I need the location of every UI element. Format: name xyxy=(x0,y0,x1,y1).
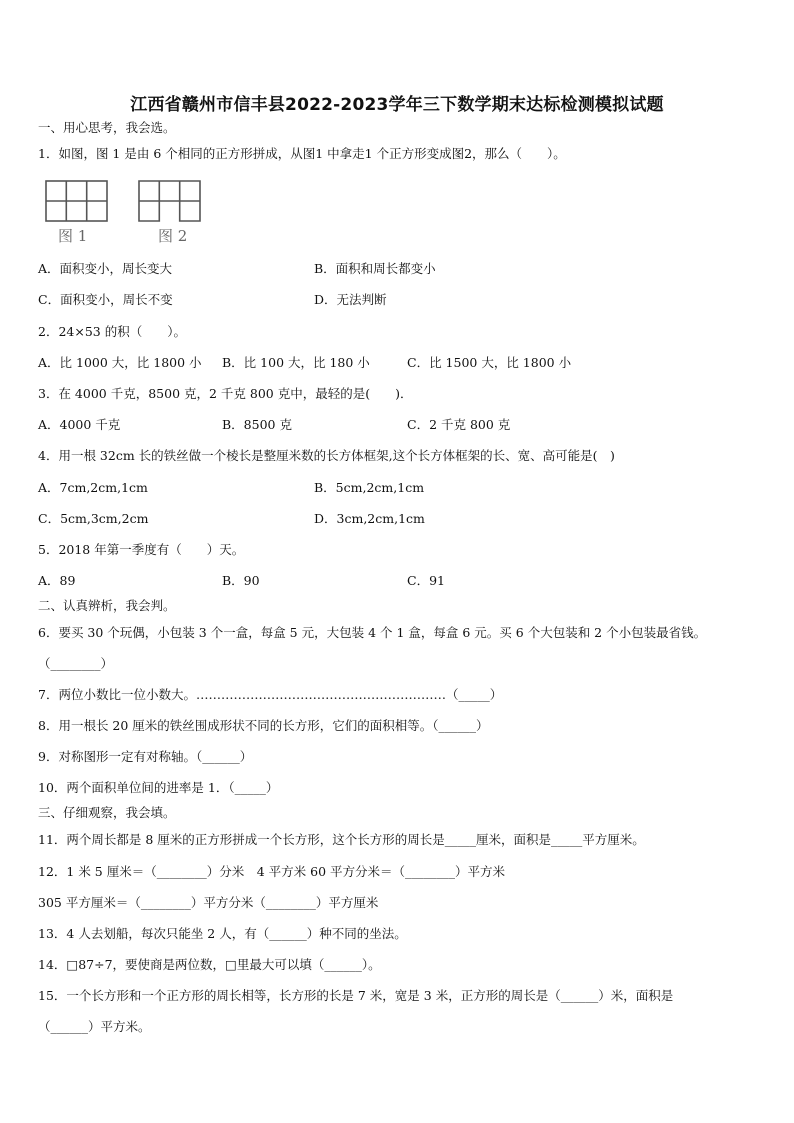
question-15-line-1: 15．一个长方形和一个正方形的周长相等，长方形的长是 7 米，宽是 3 米，正方形的周长是（______）米，面积是 xyxy=(38,988,674,1003)
question-5-option-b: B．90 xyxy=(222,573,260,588)
question-8: 8．用一根长 20 厘米的铁丝围成形状不同的长方形，它们的面积相等。（______） xyxy=(38,718,489,733)
question-2-option-c: C．比 1500 大，比 1800 小 xyxy=(407,355,572,370)
question-4-option-d: D．3cm,2cm,1cm xyxy=(314,511,425,526)
question-3-option-a: A．4000 千克 xyxy=(38,417,121,432)
question-6-stem: 6．要买 30 个玩偶，小包装 3 个一盒，每盒 5 元，大包装 4 个 1 盒，每盒 6 元。买 6 个大包装和 2 个小包装最省钱。 xyxy=(38,625,707,640)
question-15-line-2: （______）平方米。 xyxy=(38,1019,151,1034)
question-1-option-a: A．面积变小，周长变大 xyxy=(38,261,173,276)
figure-2-caption: 图 2 xyxy=(158,227,188,245)
question-1-option-d: D．无法判断 xyxy=(314,292,387,307)
question-1-option-c: C．面积变小，周长不变 xyxy=(38,292,173,307)
question-10: 10．两个面积单位间的进率是 1．（_____） xyxy=(38,780,279,795)
section-heading-1: 一、用心思考，我会选。 xyxy=(38,120,176,135)
page-title: 江西省赣州市信丰县2022-2023学年三下数学期末达标检测模拟试题 xyxy=(130,95,664,115)
question-5-option-c: C．91 xyxy=(407,573,445,588)
question-14: 14．□87÷7，要使商是两位数，□里最大可以填（______）。 xyxy=(38,957,381,972)
question-4-option-c: C．5cm,3cm,2cm xyxy=(38,511,149,526)
question-11: 11．两个周长都是 8 厘米的正方形拼成一个长方形，这个长方形的周长是_____厘米，面积是_____平方厘米。 xyxy=(38,832,645,847)
figure-2-grid xyxy=(138,180,202,222)
question-4-stem: 4．用一根 32cm 长的铁丝做一个棱长是整厘米数的长方体框架,这个长方体框架的长、宽、高可能是( ) xyxy=(38,448,615,463)
question-3-stem: 3．在 4000 千克，8500 克，2 千克 800 克中，最轻的是( )． xyxy=(38,386,413,401)
question-3-option-b: B．8500 克 xyxy=(222,417,292,432)
question-4-option-b: B．5cm,2cm,1cm xyxy=(314,480,425,495)
question-7: 7．两位小数比一位小数大。……………………………………………………（_____） xyxy=(38,687,503,702)
question-3-option-c: C．2 千克 800 克 xyxy=(407,417,511,432)
question-12-line-1: 12．1 米 5 厘米＝（________）分米 4 平方米 60 平方分米＝（________）平方米 xyxy=(38,864,506,879)
question-12-line-2: 305 平方厘米＝（________）平方分米（________）平方厘米 xyxy=(38,895,379,910)
section-heading-2: 二、认真辨析，我会判。 xyxy=(38,598,176,613)
figure-1-grid xyxy=(45,180,109,222)
question-9: 9．对称图形一定有对称轴。（______） xyxy=(38,749,253,764)
question-2-stem: 2．24×53 的积（ ）。 xyxy=(38,324,186,339)
question-4-option-a: A．7cm,2cm,1cm xyxy=(38,480,148,495)
section-heading-3: 三、仔细观察，我会填。 xyxy=(38,805,176,820)
question-5-option-a: A．89 xyxy=(38,573,76,588)
question-2-option-b: B．比 100 大，比 180 小 xyxy=(222,355,370,370)
question-13: 13．4 人去划船，每次只能坐 2 人，有（______）种不同的坐法。 xyxy=(38,926,407,941)
question-2-option-a: A．比 1000 大，比 1800 小 xyxy=(38,355,202,370)
question-1-stem: 1．如图，图 1 是由 6 个相同的正方形拼成，从图1 中拿走1 个正方形变成图2，那么（ ）。 xyxy=(38,146,566,161)
figure-1-caption: 图 1 xyxy=(58,227,88,245)
question-1-option-b: B．面积和周长都变小 xyxy=(314,261,436,276)
question-6-answer-blank[interactable]: （________） xyxy=(38,656,114,671)
question-5-stem: 5．2018 年第一季度有（ ）天。 xyxy=(38,542,245,557)
